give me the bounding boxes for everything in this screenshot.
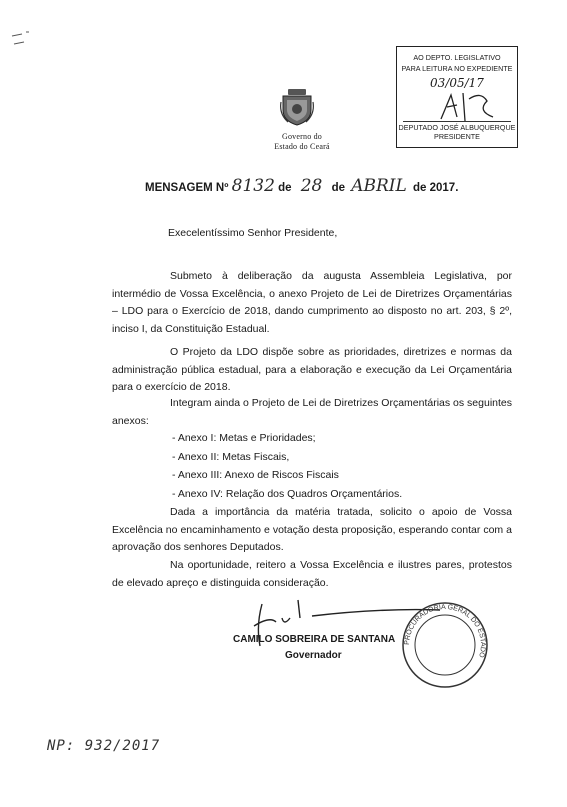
message-label: MENSAGEM Nº — [145, 182, 229, 194]
stamp-signature — [437, 87, 497, 125]
stamp-date: 03/05/17 — [430, 76, 484, 90]
paragraph-5: Na oportunidade, reitero a Vossa Excelência e ilustres pares, protestos de elevado apreço e distinguida consideração. — [112, 559, 512, 589]
annex-item: - Anexo II: Metas Fiscais, — [172, 451, 290, 463]
paragraph-4: Dada a importância da matéria tratada, solicito o apoio de Vossa Excelência no encaminhamento e votação desta proposição, esperando contar com a aprovação dos senhores Deputados. — [112, 506, 512, 553]
message-de-3: de — [412, 182, 427, 194]
message-de-2: de — [331, 182, 345, 194]
protocol-note: NP: 932/2017 — [47, 738, 161, 754]
annex-item: - Anexo IV: Relação dos Quadros Orçamentários. — [172, 488, 403, 500]
gov-line-2: Estado do Ceará — [274, 142, 330, 151]
message-number: 8132 — [231, 176, 275, 196]
paragraph-3: Integram ainda o Projeto de Lei de Diretrizes Orçamentárias os seguintes anexos: — [112, 397, 513, 427]
stamp-line-3: DEPUTADO JOSÉ ALBUQUERQUE — [398, 123, 516, 132]
stamp-line-2: PARA LEITURA NO EXPEDIENTE — [401, 64, 513, 73]
official-seal — [400, 600, 490, 690]
message-month: ABRIL — [351, 176, 407, 196]
corner-mark — [8, 22, 48, 52]
coat-of-arms-icon — [280, 88, 314, 126]
message-year: 2017. — [429, 182, 459, 194]
stamp-line-4: PRESIDENTE — [434, 132, 480, 141]
gov-line-1: Governo do — [282, 132, 322, 141]
annex-item: - Anexo III: Anexo de Riscos Fiscais — [172, 469, 339, 481]
message-de-1: de — [278, 182, 292, 194]
annex-item: - Anexo I: Metas e Prioridades; — [172, 432, 316, 444]
government-header — [262, 132, 342, 152]
paragraph-1: Submeto à deliberação da augusta Assembleia Legislativa, por intermédio de Vossa Excelência, o anexo Projeto de Lei de Diretrizes Orçamentárias – LDO para o Exercício de 2018, dando cumprimento ao disposto no art. 203, § 2º, inciso I, da Constituição Estadual. — [112, 270, 512, 335]
message-title — [145, 176, 458, 196]
paragraph-2: O Projeto da LDO dispõe sobre as prioridades, diretrizes e normas da administração pública estadual, para a elaboração e execução da Lei Orçamentária para o exercício de 2018. — [112, 346, 512, 393]
svg-text:PROCURADORIA GERAL DO ESTADO — [404, 604, 486, 659]
stamp-line-1: AO DEPTO. LEGISLATIVO — [413, 53, 501, 62]
reception-stamp — [396, 46, 518, 148]
signatory-role: Governador — [285, 650, 342, 661]
signatory-name: CAMILO SOBREIRA DE SANTANA — [233, 634, 396, 645]
message-day: 28 — [300, 176, 323, 196]
salutation: Execelentíssimo Senhor Presidente, — [168, 227, 338, 239]
seal-text: PROCURADORIA GERAL DO ESTADO — [403, 603, 487, 659]
